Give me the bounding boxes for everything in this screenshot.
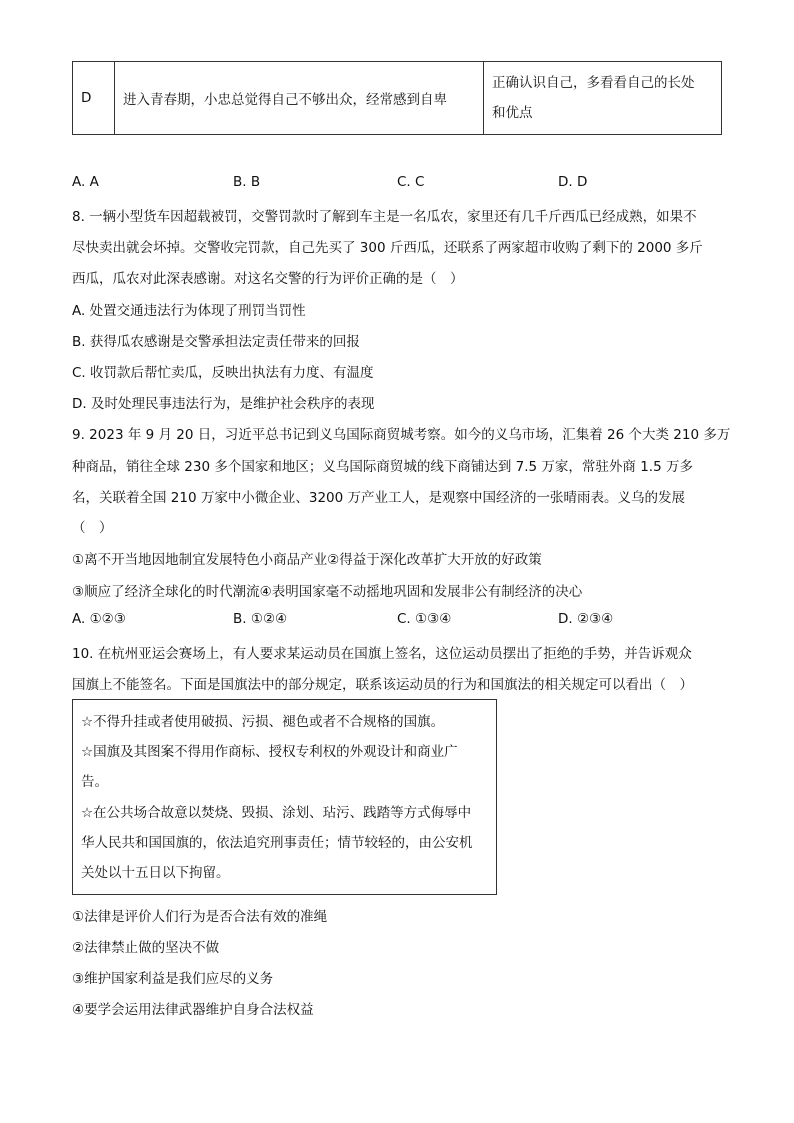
row-letter: D <box>73 62 115 135</box>
box-line-4: ☆在公共场合故意以焚烧、毁损、涂划、玷污、践踏等方式侮辱中 <box>81 805 472 821</box>
q8-stem-line-3: 西瓜，瓜农对此深表感谢。对这名交警的行为评价正确的是（ ） <box>72 271 464 287</box>
q10-statement-3: ③维护国家利益是我们应尽的义务 <box>72 971 274 987</box>
advice-line-2: 和优点 <box>492 105 533 121</box>
advice-cell <box>484 62 722 135</box>
box-line-1: ☆不得升挂或者使用破损、污损、褪色或者不合规格的国旗。 <box>81 714 445 730</box>
box-line-2: ☆国旗及其图案不得用作商标、授权专利权的外观设计和商业广 <box>81 744 458 760</box>
q9-stem-line-1: 9. 2023 年 9 月 20 日，习近平总书记到义乌国际商贸城考察。如今的义乌市场，汇集着 26 个大类 210 多万 <box>72 427 731 443</box>
box-line-3: 告。 <box>81 774 108 790</box>
q9-statement-line-1: ①离不开当地因地制宜发展特色小商品产业②得益于深化改革扩大开放的好政策 <box>72 552 542 568</box>
box-line-6: 关处以十五日以下拘留。 <box>81 865 230 881</box>
table-row <box>73 62 722 135</box>
q9-option-d: D. ②③④ <box>558 611 614 627</box>
q10-statement-2: ②法律禁止做的坚决不做 <box>72 940 220 956</box>
q7-option-d: D. D <box>558 174 588 190</box>
q7-option-a: A. A <box>72 174 99 190</box>
situation-description: 进入青春期，小忠总觉得自己不够出众，经常感到自卑 <box>115 62 484 135</box>
q8-stem-line-2: 尽快卖出就会坏掉。交警收完罚款，自己先买了 300 斤西瓜，还联系了两家超市收购了剩下的 2000 多斤 <box>72 240 703 256</box>
q10-stem-line-2: 国旗上不能签名。下面是国旗法中的部分规定，联系该运动员的行为和国旗法的相关规定可以看出（ ） <box>72 677 693 693</box>
q8-option-a: A. 处置交通违法行为体现了刑罚当罚性 <box>72 303 306 319</box>
q8-option-c: C. 收罚款后帮忙卖瓜，反映出执法有力度、有温度 <box>72 365 374 381</box>
box-line-5: 华人民共和国国旗的，依法追究刑事责任；情节较轻的，由公安机 <box>81 835 473 851</box>
q10-statement-1: ①法律是评价人们行为是否合法有效的准绳 <box>72 909 328 925</box>
q8-option-d: D. 及时处理民事违法行为，是维护社会秩序的表现 <box>72 396 375 412</box>
q9-option-a: A. ①②③ <box>72 611 126 627</box>
flag-law-excerpt-box <box>72 699 497 895</box>
q9-stem-line-3: 名，关联着全国 210 万家中小微企业、3200 万产业工人，是观察中国经济的一张晴雨表。义乌的发展 <box>72 490 685 506</box>
q7-option-c: C. C <box>397 174 425 190</box>
q8-stem-line-1: 8. 一辆小型货车因超载被罚，交警罚款时了解到车主是一名瓜农，家里还有几千斤西瓜已经成熟，如果不 <box>72 209 697 225</box>
q7-option-b: B. B <box>233 174 261 190</box>
q9-option-c: C. ①③④ <box>397 611 452 627</box>
q10-stem-line-1: 10. 在杭州亚运会赛场上，有人要求某运动员在国旗上签名，这位运动员摆出了拒绝的手势，并告诉观众 <box>72 646 692 662</box>
q9-option-b: B. ①②④ <box>233 611 288 627</box>
q9-stem-line-2: 种商品，销往全球 230 多个国家和地区；义乌国际商贸城的线下商铺达到 7.5 万家，常驻外商 1.5 万多 <box>72 459 693 475</box>
advice-line-1: 正确认识自己，多看看自己的长处 <box>492 75 695 91</box>
q9-stem-line-4: （ ） <box>72 520 113 536</box>
q8-option-b: B. 获得瓜农感谢是交警承担法定责任带来的回报 <box>72 334 360 350</box>
q9-statement-line-2: ③顺应了经济全球化的时代潮流④表明国家毫不动摇地巩固和发展非公有制经济的决心 <box>72 584 583 600</box>
comparison-table <box>72 61 722 135</box>
q10-statement-4: ④要学会运用法律武器维护自身合法权益 <box>72 1002 314 1018</box>
